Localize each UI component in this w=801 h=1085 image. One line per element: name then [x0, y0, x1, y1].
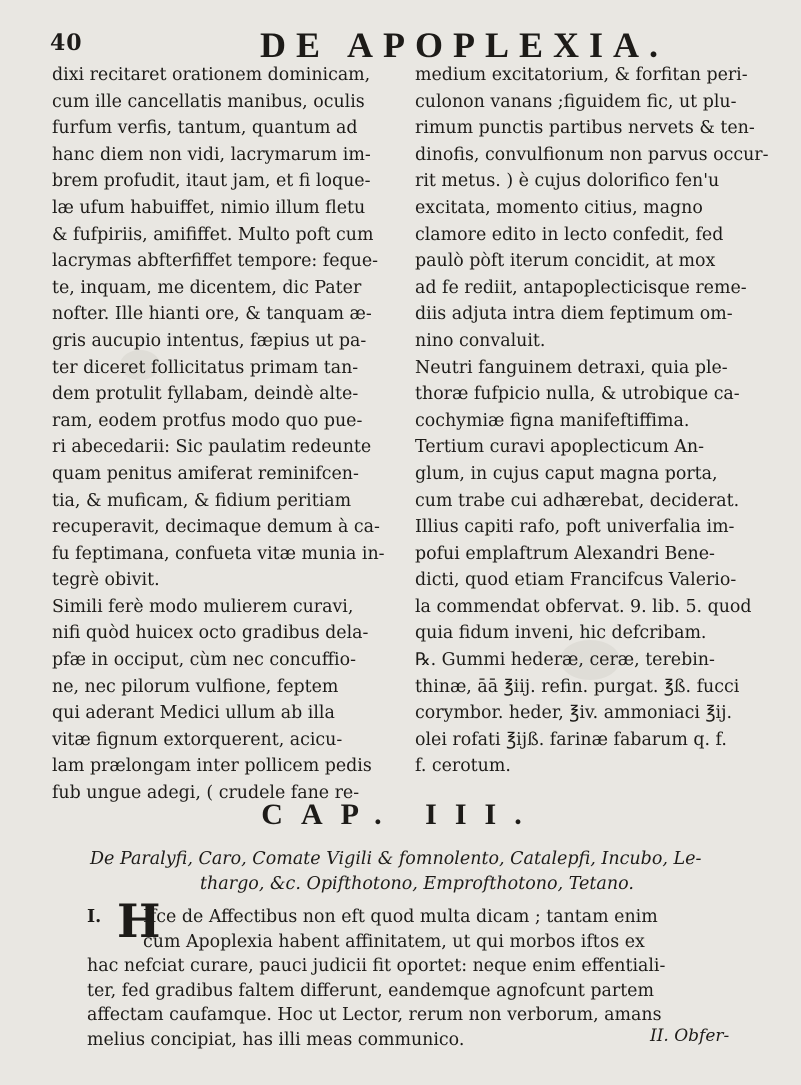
text-line: corymbor. heder, ℥iv. ammoniaci ℥ij.: [415, 703, 733, 724]
text-line: thinæ, āā ℥iij. refin. purgat. ℥ß. fucci: [415, 676, 740, 697]
body-line: Ifce de Affectibus non eft quod multa dicam ; tantam enim: [143, 907, 658, 927]
drop-initial: H: [117, 894, 161, 948]
text-line: dem protulit fyllabam, deindè alte-: [52, 384, 359, 405]
text-line: ri abecedarii: Sic paulatim redeunte: [52, 437, 372, 458]
text-line: Tertium curavi apoplecticum An-: [415, 437, 704, 458]
text-line: te, inquam, me dicentem, dic Pater: [52, 277, 362, 298]
text-line: rimum punctis partibus nervets & ten-: [415, 118, 755, 139]
text-line: nifi quòd huicex octo gradibus dela-: [52, 623, 369, 644]
text-line: f. cerotum.: [415, 756, 511, 777]
body-line: affectam caufamque. Hoc ut Lector, rerum non verborum, amans: [87, 1005, 662, 1026]
text-line: vitæ fignum extorquerent, acicu-: [52, 729, 343, 750]
text-line: ram, eodem protfus modo quo pue-: [52, 410, 363, 431]
text-line: thoræ fufpicio nulla, & utrobique ca-: [415, 384, 740, 405]
catchword: II. Obfer-: [650, 1026, 730, 1046]
text-line: furfum verfis, tantum, quantum ad: [52, 118, 358, 139]
text-line: la commendat obfervat. 9. lib. 5. quod: [415, 596, 752, 617]
text-line: ℞. Gummi hederæ, ceræ, terebin-: [415, 650, 715, 671]
text-line: cum ille cancellatis manibus, oculis: [52, 91, 365, 112]
text-line: ne, nec pilorum vulfione, feptem: [52, 676, 339, 697]
text-line: ter diceret follicitatus primam tan-: [52, 357, 359, 378]
text-line: læ ufum habuiffet, nimio illum fletu: [52, 197, 366, 218]
text-line: hanc diem non vidi, lacrymarum im-: [52, 144, 371, 165]
text-line: Illius capiti rafo, poft univerfalia im-: [415, 517, 735, 538]
text-line: glum, in cujus caput magna porta,: [415, 463, 718, 484]
text-line: medium excitatorium, & forfitan peri-: [415, 65, 748, 85]
text-line: gris aucupio intentus, fæpius ut pa-: [52, 330, 367, 351]
section-numeral: I.: [87, 907, 102, 927]
text-line: lam prælongam inter pollicem pedis: [52, 756, 372, 777]
text-line: quam penitus amiferat reminifcen-: [52, 463, 359, 484]
text-line: fub ungue adegi, ( crudele fane re-: [52, 783, 360, 804]
text-line: paulò pòft iterum concidit, at mox: [415, 251, 716, 272]
text-line: pfæ in occiput, cùm nec concuffio-: [52, 650, 356, 671]
text-line: nino convaluit.: [415, 330, 546, 351]
chapter-title: [90, 847, 770, 897]
text-line: clamore edito in lecto confedit, fed: [415, 224, 724, 245]
text-line: dinofis, convulfionum non parvus occur-: [415, 144, 769, 165]
text-line: pofui emplaftrum Alexandri Bene-: [415, 543, 715, 564]
chapter-title-line: thargo, &c. Opifthotono, Emprofthotono, Tetano.: [200, 874, 634, 894]
text-line: cochymiæ figna manifeftiffima.: [415, 410, 690, 431]
text-line: dixi recitaret orationem dominicam,: [52, 65, 371, 85]
text-line: quia fidum inveni, hic defcribam.: [415, 623, 707, 644]
text-line: recuperavit, decimaque demum à ca-: [52, 517, 380, 538]
text-line: brem profudit, itaut jam, et fi loque-: [52, 171, 371, 192]
body-line: hac nefciat curare, pauci judicii fit oportet: neque enim effentiali-: [87, 956, 666, 977]
page-header: [50, 25, 771, 65]
body-line: cum Apoplexia habent affinitatem, ut qui morbos iftos ex: [143, 931, 645, 952]
text-line: fu feptimana, confueta vitæ munia in-: [52, 543, 385, 564]
text-line: qui aderant Medici ullum ab illa: [52, 703, 335, 724]
body-line: ter, fed gradibus faltem differunt, eandemque agnofcunt partem: [87, 980, 654, 1001]
chapter-title-line: De Paralyfi, Caro, Comate Vigili & fomnolento, Catalepfi, Incubo, Le-: [90, 849, 702, 869]
text-line: Neutri fanguinem detraxi, quia ple-: [415, 357, 728, 378]
text-line: Simili ferè modo mulierem curavi,: [52, 596, 354, 617]
text-line: olei rofati ℥ijß. farinæ fabarum q. f.: [415, 729, 727, 750]
text-line: culonon vanans ;figuidem fic, ut plu-: [415, 91, 737, 112]
running-title: DE APOPLEXIA.: [260, 25, 669, 65]
body-line: melius concipiat, has illi meas communico.: [87, 1029, 465, 1050]
text-line: tia, & muficam, & fidium peritiam: [52, 490, 352, 511]
text-line: excitata, momento citius, magno: [415, 197, 703, 218]
text-line: tegrè obivit.: [52, 570, 160, 591]
text-line: ad fe rediit, antapoplecticisque reme-: [415, 277, 747, 298]
page-number: 40: [50, 30, 83, 56]
text-line: nofter. Ille hianti ore, & tanquam æ-: [52, 304, 372, 325]
text-line: lacrymas abfterfiffet tempore: feque-: [52, 251, 379, 272]
text-line: dicti, quod etiam Francifcus Valerio-: [415, 570, 737, 591]
text-line: rit metus. ) è cujus dolorifico fen'u: [415, 171, 720, 192]
left-column: [52, 62, 390, 807]
text-line: & fufpiriis, amififfet. Multo poft cum: [52, 224, 374, 245]
right-column: [415, 62, 769, 780]
text-line: diis adjuta intra diem feptimum om-: [415, 304, 733, 325]
chapter-heading: CAP. III.: [261, 798, 540, 831]
text-line: cum trabe cui adhærebat, deciderat.: [415, 490, 740, 511]
